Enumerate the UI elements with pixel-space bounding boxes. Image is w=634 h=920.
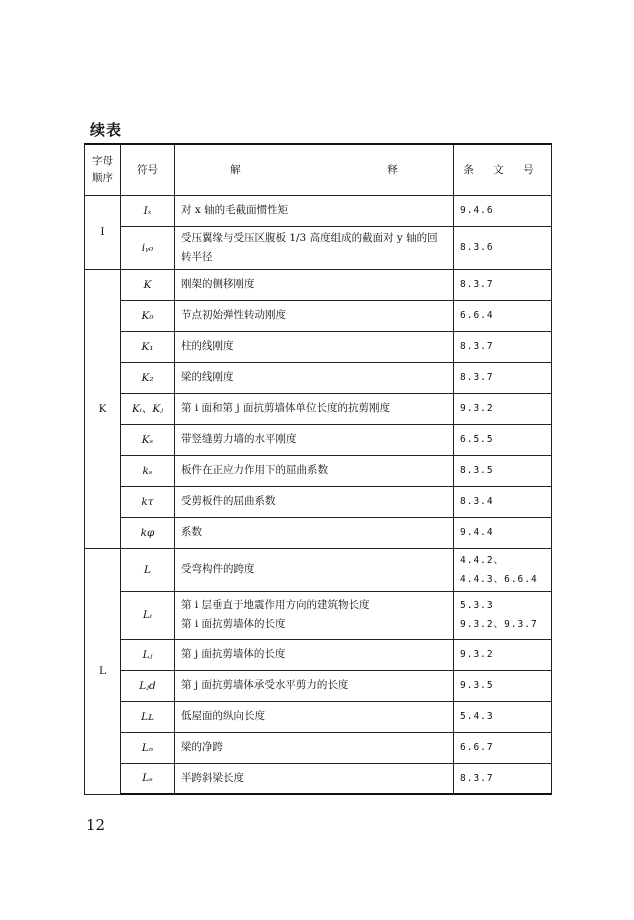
explanation-cell: 板件在正应力作用下的屈曲系数: [175, 455, 454, 486]
explanation-cell: 带竖缝剪力墙的水平刚度: [175, 424, 454, 455]
clause-number-cell: 9.4.6: [454, 195, 552, 226]
clause-number-cell: 9.4.4: [454, 517, 552, 548]
clause-number-cell: 8.3.7: [454, 269, 552, 300]
table-row: [85, 670, 552, 701]
header-clause-number: 条 文 号: [454, 144, 552, 195]
explanation-cell: 对 x 轴的毛截面惯性矩: [175, 195, 454, 226]
symbol-cell: K₂: [121, 362, 175, 393]
header-explanation: [175, 144, 454, 195]
symbol-cell: kₛ: [121, 455, 175, 486]
table-row: [85, 701, 552, 732]
symbol-cell: L: [121, 548, 175, 591]
clause-number-cell: 5.3.3 9.3.2、9.3.7: [454, 591, 552, 639]
symbol-cell: kτ: [121, 486, 175, 517]
symbol-cell: kφ: [121, 517, 175, 548]
clause-number-cell: 8.3.6: [454, 226, 552, 269]
header-symbol: 符号: [121, 144, 175, 195]
explanation-cell: 受剪板件的屈曲系数: [175, 486, 454, 517]
clause-number-cell: 9.3.2: [454, 393, 552, 424]
symbol-cell: Lₙ: [121, 732, 175, 763]
header-explanation-left: 解: [230, 164, 241, 177]
symbol-cell: Lₛ: [121, 763, 175, 794]
symbol-cell: Lⱼ: [121, 639, 175, 670]
clause-number-cell: 8.3.7: [454, 331, 552, 362]
explanation-cell: 受压翼缘与受压区腹板 1/3 高度组成的截面对 y 轴的回转半径: [175, 226, 454, 269]
explanation-cell: 系数: [175, 517, 454, 548]
explanation-cell: 梁的净跨: [175, 732, 454, 763]
explanation-cell: 柱的线刚度: [175, 331, 454, 362]
table-row: [85, 331, 552, 362]
table-row: [85, 763, 552, 794]
letter-group-cell: K: [85, 269, 121, 548]
table-row: [85, 639, 552, 670]
clause-number-cell: 6.6.7: [454, 732, 552, 763]
table-row: [85, 195, 552, 226]
table-row: [85, 517, 552, 548]
clause-number-cell: 8.3.5: [454, 455, 552, 486]
symbol-cell: Lⱼd: [121, 670, 175, 701]
clause-number-cell: 6.5.5: [454, 424, 552, 455]
symbol-cell: Kₛ: [121, 424, 175, 455]
explanation-cell: 节点初始弹性转动刚度: [175, 300, 454, 331]
symbol-cell: Lʟ: [121, 701, 175, 732]
table-row: [85, 269, 552, 300]
symbol-cell: Iₓ: [121, 195, 175, 226]
header-letter-order: [85, 144, 121, 195]
explanation-cell: 第 j 面抗剪墙体的长度: [175, 639, 454, 670]
table-row: [85, 300, 552, 331]
clause-number-cell: 8.3.7: [454, 362, 552, 393]
table-row: [85, 362, 552, 393]
symbol-cell: K₁: [121, 331, 175, 362]
explanation-cell: 第 i 层垂直于地震作用方向的建筑物长度 第 i 面抗剪墙体的长度: [175, 591, 454, 639]
table-row: [85, 591, 552, 639]
table-row: [85, 393, 552, 424]
table-row: [85, 548, 552, 591]
explanation-cell: 刚架的侧移刚度: [175, 269, 454, 300]
clause-number-cell: 9.3.5: [454, 670, 552, 701]
table-header-row: [85, 144, 552, 195]
clause-number-cell: 4.4.2、 4.4.3、6.6.4: [454, 548, 552, 591]
symbol-cell: Kᵢ、Kⱼ: [121, 393, 175, 424]
clause-number-cell: 6.6.4: [454, 300, 552, 331]
table-continuation-heading: 续表: [90, 121, 123, 139]
table-row: [85, 732, 552, 763]
table-body: [85, 195, 552, 794]
header-letter-order-text: 字母 顺序: [92, 154, 113, 184]
clause-number-cell: 9.3.2: [454, 639, 552, 670]
explanation-cell: 第 i 面和第 j 面抗剪墙体单位长度的抗剪刚度: [175, 393, 454, 424]
symbol-table: [84, 143, 552, 795]
header-explanation-right: 释: [387, 164, 398, 177]
table-row: [85, 424, 552, 455]
table-row: [85, 455, 552, 486]
clause-number-cell: 5.4.3: [454, 701, 552, 732]
symbol-cell: K: [121, 269, 175, 300]
explanation-cell: 受弯构件的跨度: [175, 548, 454, 591]
symbol-cell: Lᵢ: [121, 591, 175, 639]
explanation-cell: 低屋面的纵向长度: [175, 701, 454, 732]
symbol-cell: iᵧ₀: [121, 226, 175, 269]
explanation-cell: 半跨斜梁长度: [175, 763, 454, 794]
symbol-cell: K₀: [121, 300, 175, 331]
clause-number-cell: 8.3.4: [454, 486, 552, 517]
explanation-cell: 第 j 面抗剪墙体承受水平剪力的长度: [175, 670, 454, 701]
explanation-cell: 梁的线刚度: [175, 362, 454, 393]
letter-group-cell: L: [85, 548, 121, 794]
table-row: [85, 226, 552, 269]
page-number: 12: [86, 816, 106, 834]
clause-number-cell: 8.3.7: [454, 763, 552, 794]
letter-group-cell: I: [85, 195, 121, 269]
table-row: [85, 486, 552, 517]
